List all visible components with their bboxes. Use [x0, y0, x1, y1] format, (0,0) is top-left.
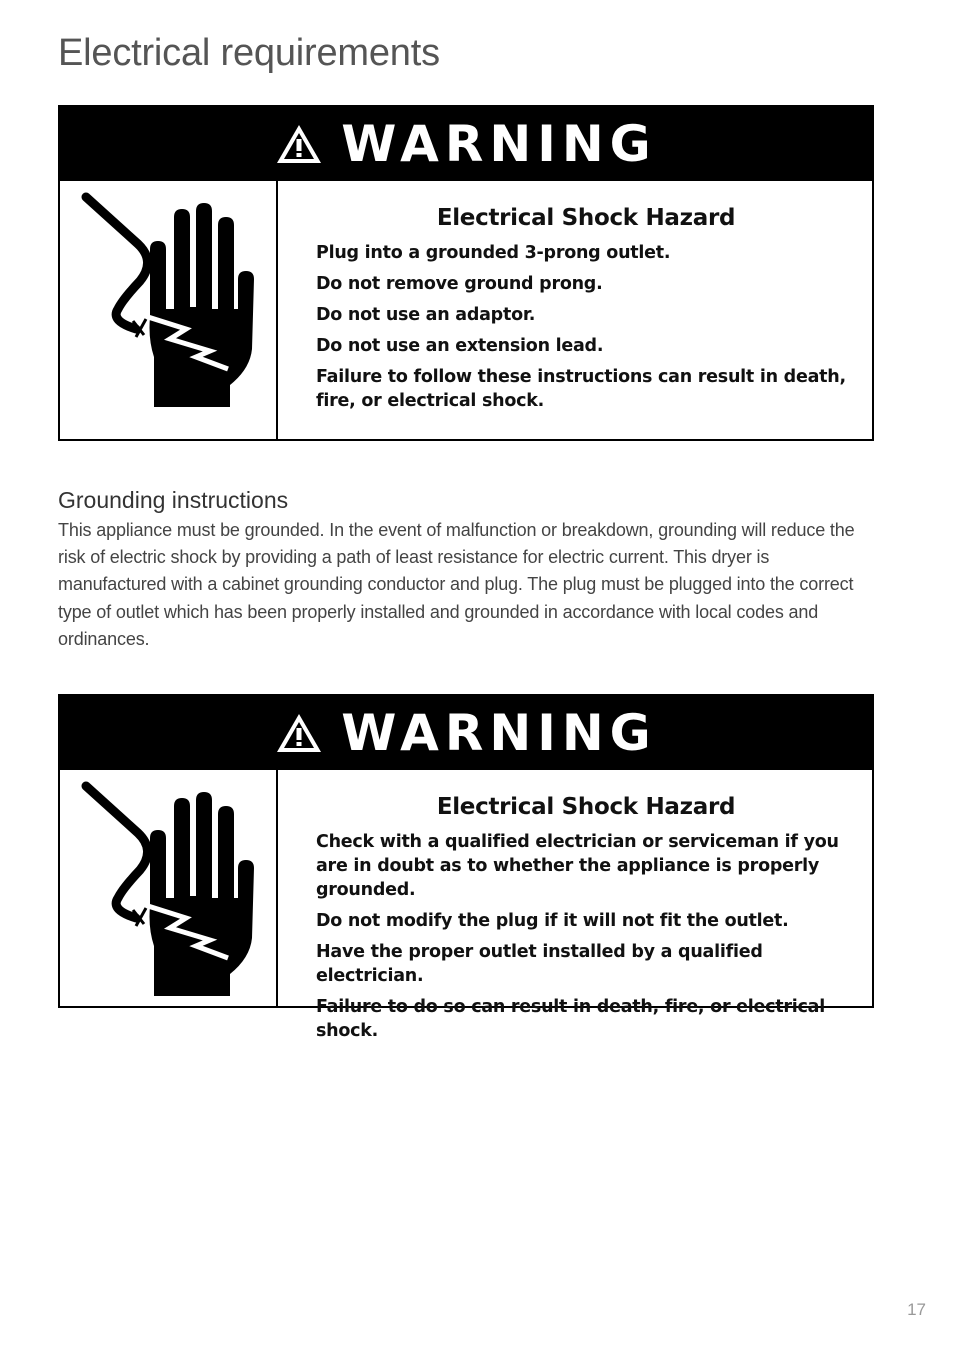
instruction-item: Failure to follow these instructions can result in death, fire, or electrical shock.	[316, 367, 846, 411]
instruction-item: Do not modify the plug if it will not fit the outlet.	[316, 911, 789, 931]
instruction-item: Failure to do so can result in death, fire, or electrical shock.	[316, 997, 825, 1041]
page-number: 17	[907, 1300, 926, 1319]
instruction-item: Do not remove ground prong.	[316, 274, 603, 294]
electric-shock-hand-icon	[78, 778, 258, 998]
icon-cell	[60, 181, 278, 439]
warning-header	[60, 696, 872, 770]
warning-box-1	[58, 105, 874, 441]
instruction-item: Do not use an extension lead.	[316, 336, 604, 356]
electric-shock-hand-icon	[78, 189, 258, 409]
section-heading: Grounding instructions	[58, 487, 289, 513]
warning-box-2	[58, 694, 874, 1041]
warning-label: WARNING	[341, 115, 657, 173]
instruction-item: Plug into a grounded 3-prong outlet.	[316, 243, 671, 263]
icon-cell	[60, 770, 278, 1006]
warning-triangle-icon	[275, 123, 323, 165]
instruction-list	[316, 241, 856, 413]
instruction-item: Check with a qualified electrician or serviceman if you are in doubt as to whether the appliance is properly grounded.	[316, 832, 839, 900]
section-body: This appliance must be grounded. In the event of malfunction or breakdown, grounding will reduce the risk of electric shock by providing a path of least resistance for electric current. This dryer is manufactured with a cabinet grounding conductor and plug. The plug must be plugged into the correct type of outlet which has been properly installed and grounded in accordance with local codes and ordinances.	[58, 520, 855, 649]
page-title: Electrical requirements	[58, 32, 440, 74]
instruction-item: Have the proper outlet installed by a qualified electrician.	[316, 942, 763, 986]
warning-triangle-icon	[275, 712, 323, 754]
warning-header	[60, 107, 872, 181]
hazard-title: Electrical Shock Hazard	[436, 794, 736, 820]
instruction-list	[316, 830, 856, 1043]
warning-label: WARNING	[341, 704, 657, 762]
instruction-item: Do not use an adaptor.	[316, 305, 536, 325]
hazard-title: Electrical Shock Hazard	[436, 205, 736, 231]
